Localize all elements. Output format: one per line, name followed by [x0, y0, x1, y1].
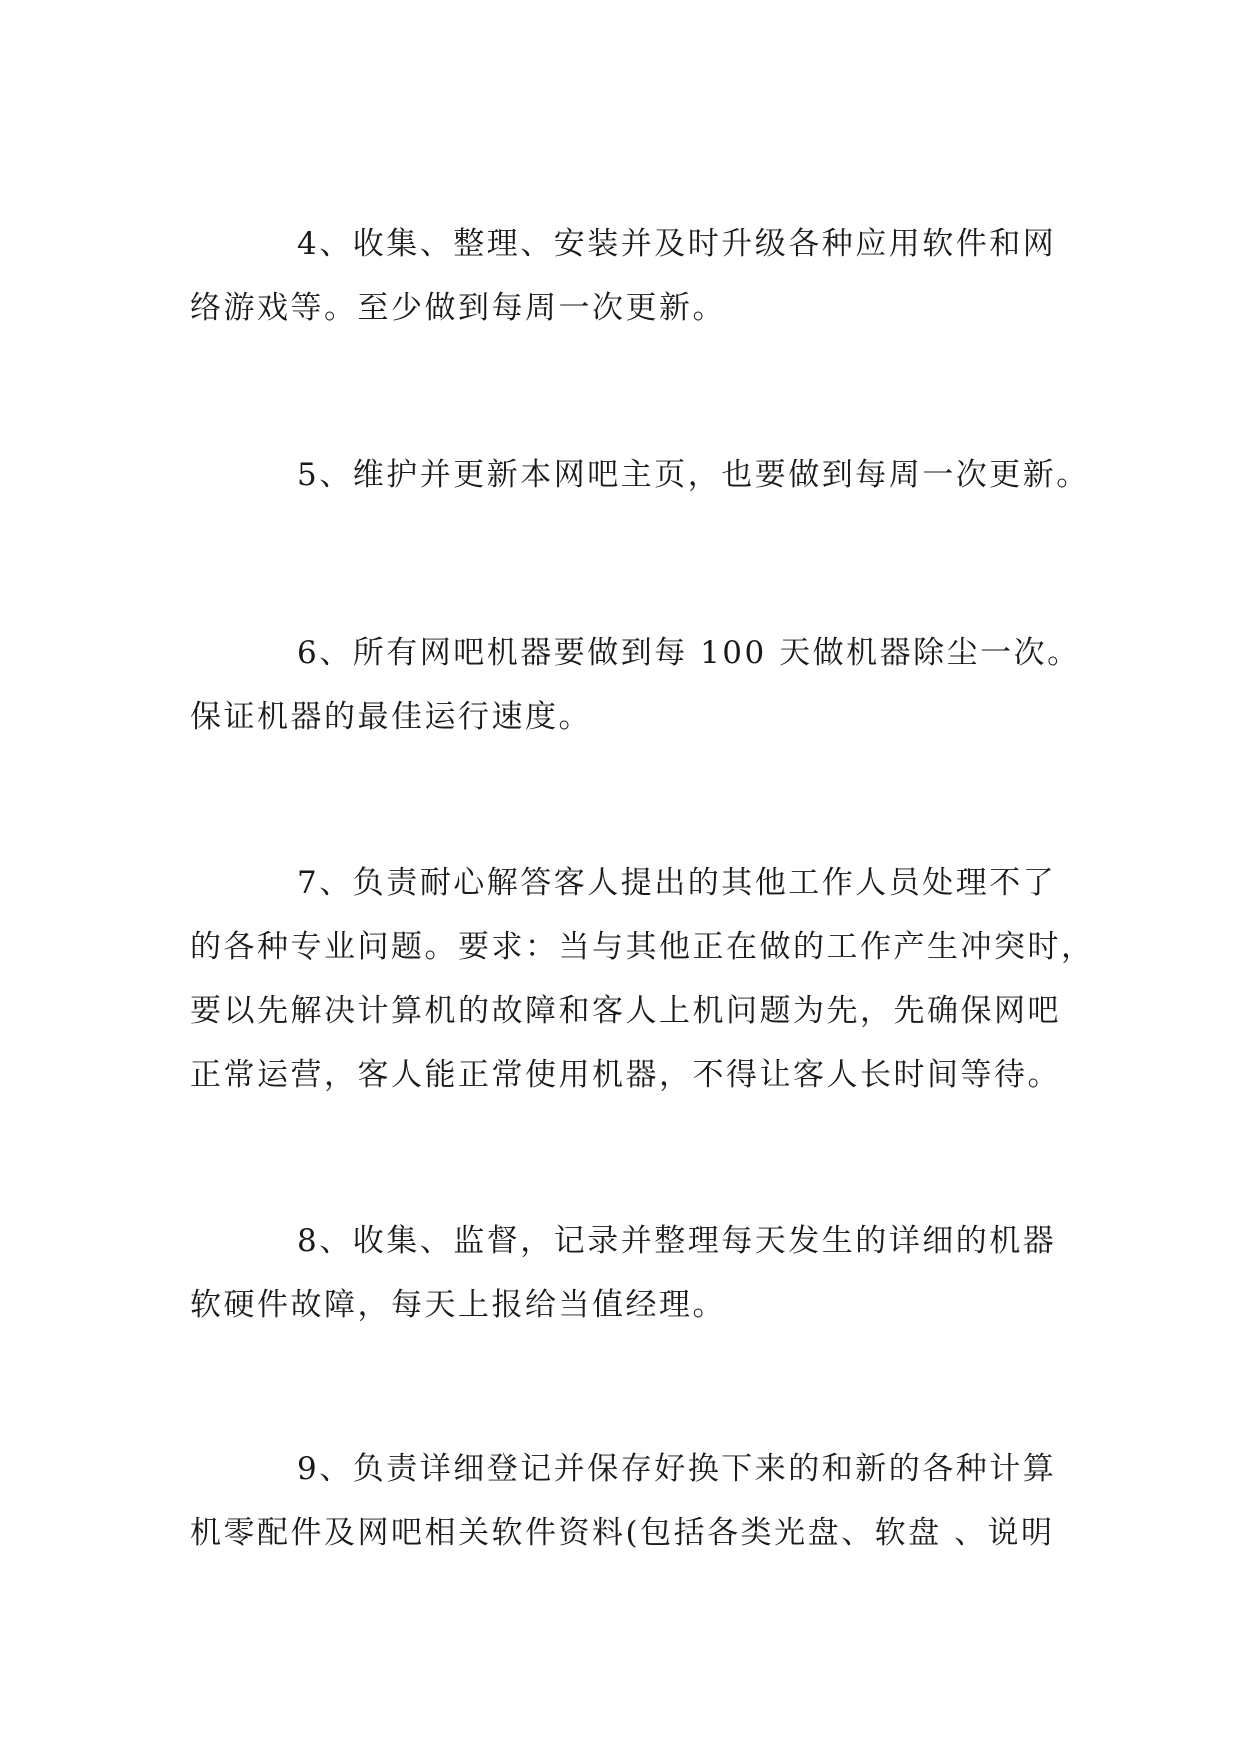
paragraph-line: 8、收集、监督，记录并整理每天发生的详细的机器: [297, 1223, 1057, 1259]
paragraph-item-5: [190, 443, 1090, 507]
paragraph-line: 软硬件故障，每天上报给当值经理。: [190, 1287, 726, 1323]
paragraph-item-4: [190, 212, 1090, 340]
paragraph-line: 4、收集、整理、安装并及时升级各种应用软件和网: [297, 226, 1057, 262]
paragraph-line: 机零配件及网吧相关软件资料(包括各类光盘、软盘 、说明: [190, 1515, 1055, 1551]
paragraph-item-6: [190, 621, 1090, 749]
paragraph-line: 5、维护并更新本网吧主页，也要做到每周一次更新。: [297, 457, 1090, 493]
paragraph-line: 保证机器的最佳运行速度。: [190, 699, 592, 735]
paragraph-line: 的各种专业问题。要求：当与其他正在做的工作产生冲突时，: [190, 929, 1095, 965]
paragraph-item-8: [190, 1209, 1090, 1337]
paragraph-item-9: [190, 1437, 1090, 1565]
paragraph-line: 6、所有网吧机器要做到每 100 天做机器除尘一次。: [297, 635, 1081, 671]
paragraph-item-7: [190, 851, 1095, 1107]
paragraph-line: 7、负责耐心解答客人提出的其他工作人员处理不了: [297, 865, 1057, 901]
paragraph-line: 9、负责详细登记并保存好换下来的和新的各种计算: [297, 1451, 1057, 1487]
paragraph-line: 要以先解决计算机的故障和客人上机问题为先，先确保网吧: [190, 993, 1061, 1029]
paragraph-line: 络游戏等。至少做到每周一次更新。: [190, 290, 726, 326]
paragraph-line: 正常运营，客人能正常使用机器，不得让客人长时间等待。: [190, 1057, 1061, 1093]
